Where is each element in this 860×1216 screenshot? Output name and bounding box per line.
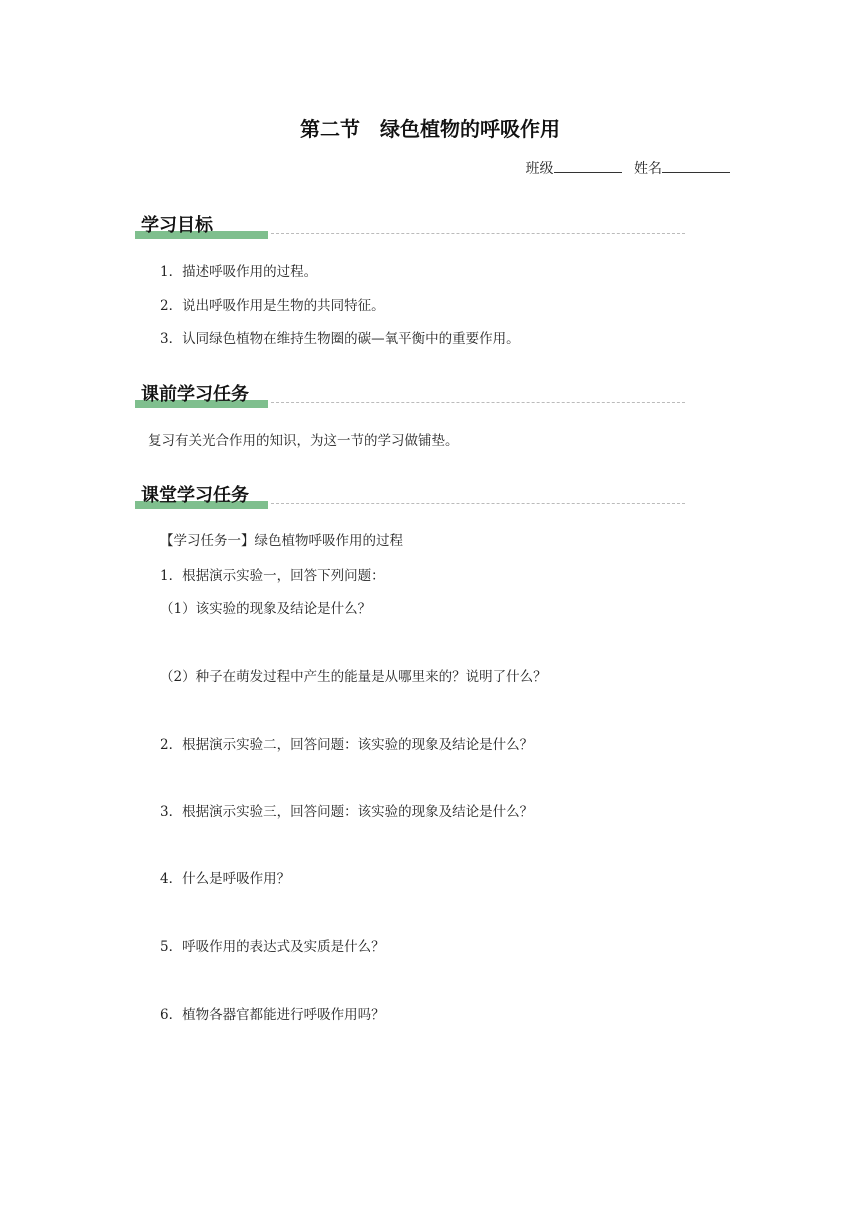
question-6: 6．植物各器官都能进行呼吸作用吗？: [160, 1007, 385, 1023]
section-heading-goals: [135, 211, 685, 239]
title-section-number: 第二节: [300, 117, 360, 141]
class-blank[interactable]: [554, 158, 622, 173]
section-heading-in-class: [135, 481, 685, 509]
question-1: 1．根据演示实验一，回答下列问题：: [160, 568, 385, 584]
question-2: 2．根据演示实验二，回答问题：该实验的现象及结论是什么？: [160, 737, 534, 753]
question-1-1: （1）该实验的现象及结论是什么？: [160, 601, 372, 617]
heading-dashed-rule: [271, 402, 685, 403]
name-blank[interactable]: [662, 158, 730, 173]
goal-item: 1．描述呼吸作用的过程。: [160, 264, 318, 280]
section-heading-label: 课前学习任务: [141, 384, 249, 405]
goal-item: 2．说出呼吸作用是生物的共同特征。: [160, 298, 385, 314]
goal-item: 3．认同绿色植物在维持生物圈的碳—氧平衡中的重要作用。: [160, 331, 520, 347]
task-title: 【学习任务一】绿色植物呼吸作用的过程: [160, 533, 403, 549]
question-3: 3．根据演示实验三，回答问题：该实验的现象及结论是什么？: [160, 804, 534, 820]
class-label: 班级: [525, 161, 554, 177]
section-heading-label: 学习目标: [141, 215, 213, 236]
heading-dashed-rule: [271, 233, 685, 234]
pre-class-text: 复习有关光合作用的知识，为这一节的学习做铺垫。: [148, 433, 459, 449]
heading-dashed-rule: [271, 503, 685, 504]
question-4: 4．什么是呼吸作用？: [160, 871, 291, 887]
name-label: 姓名: [634, 161, 662, 177]
page-title: [0, 113, 860, 142]
title-topic: 绿色植物的呼吸作用: [380, 117, 560, 141]
section-heading-pre-class: [135, 380, 685, 408]
question-5: 5．呼吸作用的表达式及实质是什么？: [160, 939, 385, 955]
section-heading-label: 课堂学习任务: [141, 485, 249, 506]
question-1-2: （2）种子在萌发过程中产生的能量是从哪里来的？说明了什么？: [160, 669, 547, 685]
student-info: [526, 158, 730, 178]
